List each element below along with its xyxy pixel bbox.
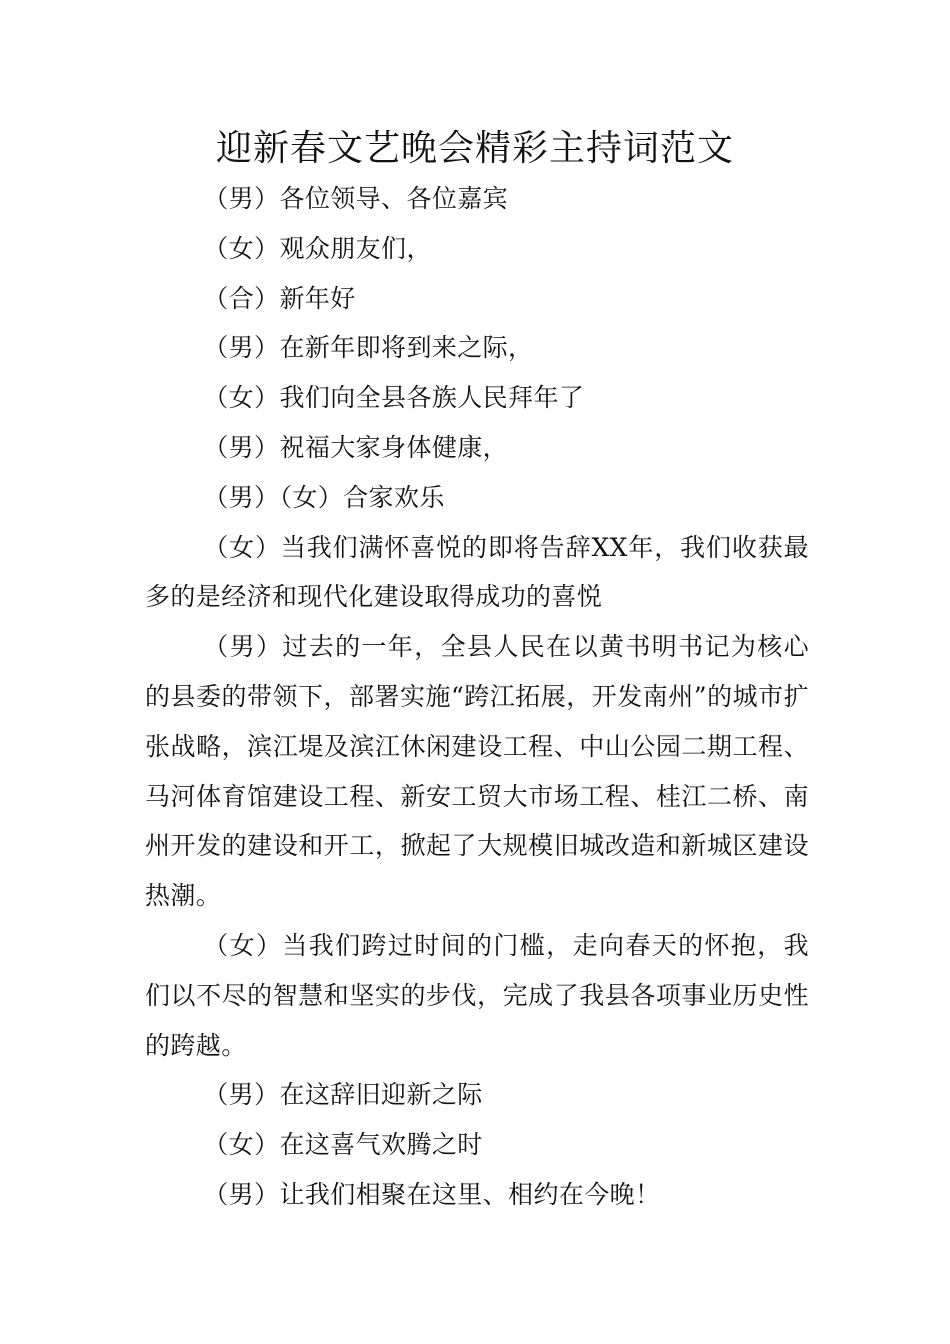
paragraph: （男）让我们相聚在这里、相约在今晚！ — [203, 1179, 661, 1209]
document-title: 迎新春文艺晚会精彩主持词范文 — [215, 128, 734, 169]
paragraph: （女）我们向全县各族人民拜年了 — [203, 383, 585, 413]
paragraph: （女）在这喜气欢腾之时 — [203, 1130, 483, 1160]
paragraph: （男）各位领导、各位嘉宾 — [203, 184, 509, 213]
document-body — [145, 174, 809, 1220]
paragraph: （男）（女）合家欢乐 — [203, 482, 445, 512]
paragraph: （女）当我们满怀喜悦的即将告辞XX年，我们收获最多的是经济和现代化建设取得成功的喜悦 — [145, 532, 809, 612]
paragraph: （男）过去的一年，全县人民在以黄书明书记为核心的县委的带领下，部署实施“跨江拓展，开发南州”的城市扩张战略，滨江堤及滨江休闲建设工程、中山公园二期工程、马河体育馆建设工程、新安工贸大市场工程、桂江二桥、南州开发的建设和开工，掀起了大规模旧城改造和新城区建设热潮。 — [145, 632, 809, 911]
paragraph: （女）当我们跨过时间的门槛，走向春天的怀抱，我们以不尽的智慧和坚实的步伐，完成了我县各项事业历史性的跨越。 — [145, 930, 809, 1060]
paragraph: （男）祝福大家身体健康， — [203, 432, 509, 462]
paragraph: （男）在这辞旧迎新之际 — [203, 1080, 483, 1110]
paragraph: （男）在新年即将到来之际， — [203, 333, 534, 363]
paragraph: （女）观众朋友们， — [203, 233, 432, 263]
paragraph: （合）新年好 — [203, 283, 356, 313]
